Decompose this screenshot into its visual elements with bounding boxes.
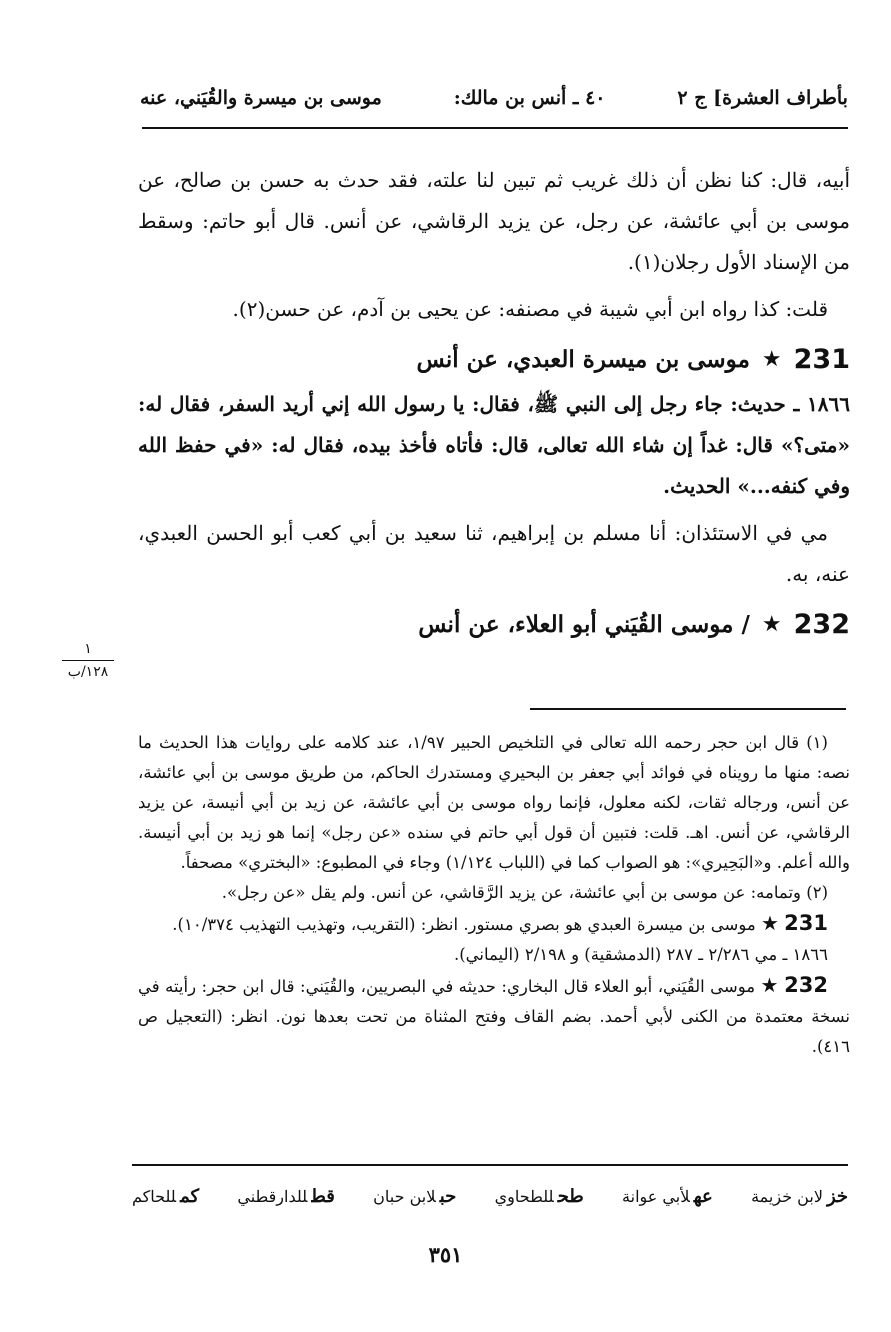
abbreviation-item: قطللدارقطني xyxy=(237,1186,335,1207)
abbreviation-item: خزلابن خزيمة xyxy=(751,1186,848,1207)
note-231 xyxy=(138,908,850,940)
paragraph-note: قلت: كذا رواه ابن أبي شيبة في مصنفه: عن يحيى بن آدم، عن حسن(٢). xyxy=(232,297,828,321)
paragraph-continuation: أبيه، قال: كنا نظن أن ذلك غريب ثم تبين لنا علته، فقد حدث به حسن بن صالح، عن موسى بن أبي عائشة، عن رجل، عن يزيد الرقاشي، عن أنس. قال أبو حاتم: وسقط من الإسناد الأول رجلان(١). xyxy=(138,168,850,274)
note-text: موسى بن ميسرة العبدي هو بصري مستور. انظر: (التقريب، وتهذيب التهذيب ١٠/٣٧٤). xyxy=(172,915,756,934)
folio-note-bottom: ١٢٨/ب xyxy=(67,664,109,680)
entry-heading-232 xyxy=(138,601,850,649)
folio-note-top: ١ xyxy=(84,641,92,657)
star-icon: ★ xyxy=(760,911,779,935)
manuscript-folio-note xyxy=(58,640,118,681)
hadith-source: مي في الاستئذان: أنا مسلم بن إبراهيم، ثنا سعيد بن أبي كعب أبو الحسن العبدي، عنه، به. xyxy=(138,521,850,586)
main-text xyxy=(138,160,850,649)
abbreviation-item: حبلابن حبان xyxy=(373,1186,457,1207)
header-book-ref: بأطراف العشرة] ج ٢ xyxy=(677,87,848,109)
abbreviation-item: عهلأبي عوانة xyxy=(622,1186,713,1207)
star-icon: ★ xyxy=(761,612,782,637)
note-number: 231 xyxy=(784,911,828,935)
abbreviations-key xyxy=(132,1186,848,1207)
folio-note-divider xyxy=(62,660,114,661)
entry-number: 231 xyxy=(793,344,850,375)
running-header xyxy=(140,80,848,116)
entry-title: موسى بن ميسرة العبدي، عن أنس xyxy=(416,346,750,373)
star-icon: ★ xyxy=(761,347,782,372)
note-text: موسى القُيَني، أبو العلاء قال البخاري: حديثه في البصريين، والقُيَني: قال ابن حجر: رأيته في نسخة معتمدة من الكنى لأبي أحمد. بضم القاف وفتح المثناة من تحت بعدها نون. انظر: (التعجيل ص ٤١٦). xyxy=(138,977,850,1056)
abbreviation-item: كمللحاكم xyxy=(132,1186,200,1207)
footnote-divider xyxy=(530,708,846,710)
header-subject: موسى بن ميسرة والقُيَني، عنه xyxy=(140,87,382,109)
note-232 xyxy=(138,970,850,1062)
abbreviation-item: طحللطحاوي xyxy=(494,1186,584,1207)
star-icon: ★ xyxy=(760,973,779,997)
abbreviations-divider xyxy=(132,1164,848,1166)
page-number: ٣٥١ xyxy=(428,1242,463,1267)
header-chapter: ٤٠ ـ أنس بن مالك: xyxy=(453,87,606,109)
note-1866: ١٨٦٦ ـ مي ٢/٢٨٦ ـ ٢٨٧ (الدمشقية) و ٢/١٩٨ (اليماني). xyxy=(453,945,828,964)
footnote-1: (١) قال ابن حجر رحمه الله تعالى في التلخيص الحبير ١/٩٧، عند كلامه على روايات هذا الحديث ما نصه: منها ما رويناه في فوائد أبي جعفر بن البحيري ومستدرك الحاكم، من طريق موسى بن أبي عائشة، عن أنس، ورجاله ثقات، لكنه معلول، فإنما رواه موسى بن أبي عائشة، عن زيد بن أبي أنيسة، عن يزيد الرقاشي، عن أنس. اهـ. قلت: فتبين أن قول أبي حاتم في سنده «عن رجل» إنما هو زيد بن أبي أنيسة. والله أعلم. و«البَحِيري»: هو الصواب كما في (اللباب ١/١٢٤) وجاء في المطبوع: «البختري» مصحفاً. xyxy=(138,733,850,872)
note-number: 232 xyxy=(784,973,828,997)
header-divider xyxy=(142,127,848,129)
footnote-2: (٢) وتمامه: عن موسى بن أبي عائشة، عن يزيد الرَّقاشي، عن أنس. ولم يقل «عن رجل». xyxy=(221,883,828,902)
hadith-text: ١٨٦٦ ـ حديث: جاء رجل إلى النبي ﷺ، فقال: يا رسول الله إني أريد السفر، فقال له: «متى؟» قال: غداً إن شاء الله تعالى، قال: فأتاه فأخذ بيده، فقال له: «في حفظ الله وفي كنفه...» الحديث. xyxy=(138,392,850,498)
entry-number: 232 xyxy=(793,609,850,640)
entry-title: / موسى القُيَني أبو العلاء، عن أنس xyxy=(418,611,750,638)
entry-heading-231 xyxy=(138,336,850,384)
footnotes xyxy=(138,728,850,1062)
